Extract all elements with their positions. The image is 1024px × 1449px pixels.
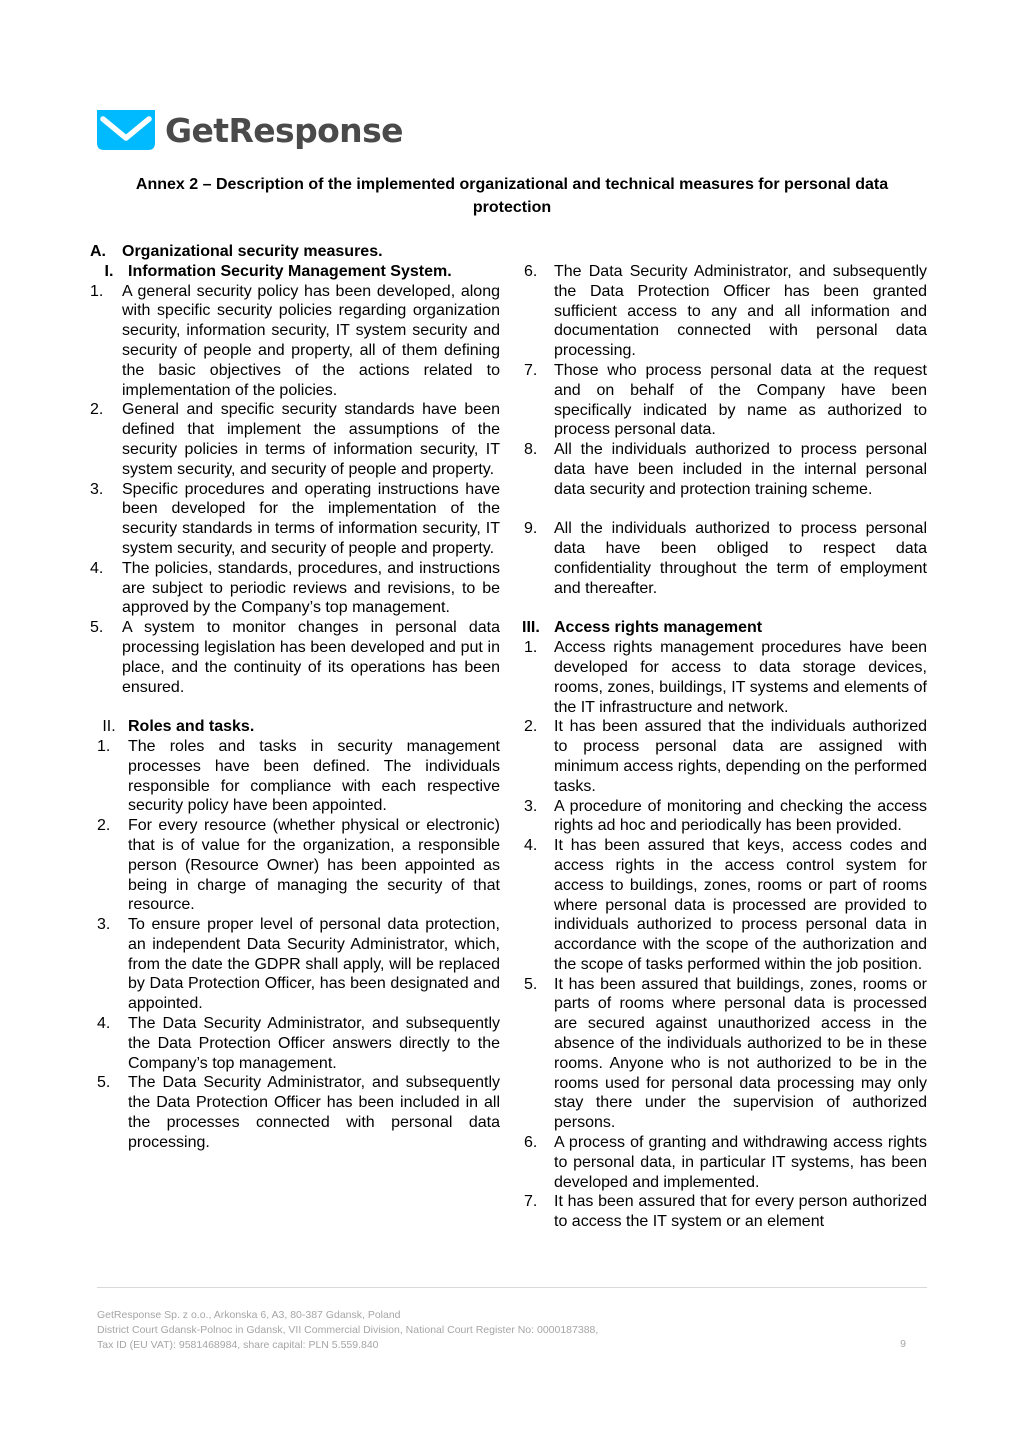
list-item <box>522 836 927 975</box>
section-ii-heading <box>90 717 500 737</box>
section-ii-title: Roles and tasks. <box>128 718 255 736</box>
item-text: A system to monitor changes in personal data processing legislation has been developed and put in place, and the continuity of its operations has been ensured. <box>122 619 500 696</box>
section-a-title: Organizational security measures. <box>122 243 383 260</box>
section-iii-heading <box>522 618 927 638</box>
item-number: 9. <box>524 520 538 538</box>
section-iii-marker: III. <box>522 619 540 637</box>
list-item <box>90 816 500 915</box>
page-number: 9 <box>900 1338 906 1350</box>
list-item <box>522 797 927 837</box>
item-number: 2. <box>524 718 538 736</box>
right-column <box>522 262 927 1232</box>
item-text: A procedure of monitoring and checking the access rights ad hoc and periodically has been provided. <box>554 797 927 835</box>
footer <box>97 1308 927 1353</box>
list-item <box>90 737 500 816</box>
item-number: 5. <box>90 619 104 637</box>
section-ii-marker: II. <box>102 718 116 736</box>
item-number: 3. <box>524 797 538 815</box>
list-item <box>90 915 500 1014</box>
page-title: Annex 2 – Description of the implemented organizational and technical measures for personal data protection <box>135 176 889 216</box>
item-number: 7. <box>524 361 538 379</box>
item-number: 1. <box>97 737 111 755</box>
item-text: A general security policy has been developed, along with specific security policies regarding organization security, information security, IT system security and security of people and property, all of them defining the basic objectives of the actions related to implementation of the policies. <box>122 282 500 399</box>
footer-court: District Court Gdansk-Polnoc in Gdansk, VII Commercial Division, National Court Register No: 0000187388, <box>97 1324 599 1336</box>
item-number: 3. <box>97 916 111 934</box>
item-text: Access rights management procedures have been developed for access to data storage devices, rooms, zones, buildings, IT systems and elements of the IT infrastructure and network. <box>554 639 927 716</box>
footer-address: GetResponse Sp. z o.o., Arkonska 6, A3, 80-387 Gdansk, Poland <box>97 1309 401 1321</box>
list-item <box>522 1133 927 1192</box>
item-number: 2. <box>97 817 111 835</box>
item-text: It has been assured that for every person authorized to access the IT system or an element <box>554 1193 927 1231</box>
item-text: The Data Security Administrator, and subsequently the Data Protection Officer has been included in all the processes connected with personal data processing. <box>128 1074 500 1151</box>
list-item <box>90 1073 500 1152</box>
section-a-marker: A. <box>90 243 106 260</box>
item-text: It has been assured that buildings, zones, rooms or parts of rooms where personal data is processed are secured against unauthorized access in the absence of the individuals authorized to be in these rooms. Anyone who is not authorized to be in the rooms used for personal data processing may only stay there under the supervision of authorized persons. <box>554 975 927 1132</box>
list-item <box>90 559 500 618</box>
list-item <box>522 975 927 1133</box>
item-text: The policies, standards, procedures, and instructions are subject to periodic reviews and revisions, to be approved by the Company’s top management. <box>122 559 500 617</box>
item-text: Those who process personal data at the request and on behalf of the Company have been specifically indicated by name as authorized to process personal data. <box>554 361 927 439</box>
section-i-list <box>90 282 500 698</box>
list-item <box>522 1192 927 1232</box>
item-number: 4. <box>97 1015 111 1033</box>
item-text: The Data Security Administrator, and subsequently the Data Protection Officer answers directly to the Company’s top management. <box>128 1015 500 1072</box>
logo-text: GetResponse <box>165 110 403 150</box>
list-item <box>90 400 500 479</box>
item-number: 7. <box>524 1193 538 1211</box>
left-column <box>90 242 500 1153</box>
item-text: A process of granting and withdrawing access rights to personal data, in particular IT systems, has been developed and implemented. <box>554 1134 927 1191</box>
item-number: 3. <box>90 480 104 498</box>
list-item <box>90 1014 500 1073</box>
item-text: It has been assured that the individuals authorized to process personal data are assigned with minimum access rights, depending on the performed tasks. <box>554 718 927 795</box>
section-i-title: Information Security Management System. <box>128 262 452 280</box>
item-text: The roles and tasks in security management processes have been defined. The individuals responsible for compliance with each respective security policy have been appointed. <box>128 737 500 815</box>
item-number: 6. <box>524 263 538 280</box>
item-text: To ensure proper level of personal data protection, an independent Data Security Administrator, which, from the date the GDPR shall apply, will be replaced by Data Protection Officer, has been designated and appointed. <box>128 916 500 1013</box>
list-item <box>522 262 927 361</box>
item-number: 4. <box>90 559 104 577</box>
list-item <box>90 618 500 697</box>
section-ii-list <box>90 737 500 1153</box>
section-a-heading <box>90 242 500 262</box>
item-text: General and specific security standards have been defined that implement the assumptions of the security policies in terms of information security, IT system security, and security of people and property. <box>122 401 500 478</box>
section-iii-title: Access rights management <box>554 619 763 637</box>
item-number: 8. <box>524 441 538 459</box>
list-item <box>522 519 927 598</box>
item-number: 4. <box>524 837 538 855</box>
item-number: 1. <box>90 282 104 300</box>
item-text: It has been assured that keys, access codes and access rights in the access control system for access to buildings, zones, rooms or part of rooms where personal data is processed are provided to individuals authorized to process personal data in accordance with the scope of the authorization and the scope of tasks performed within the job position. <box>554 837 927 973</box>
footer-divider <box>97 1287 927 1288</box>
getresponse-logo <box>97 108 403 152</box>
list-item <box>90 480 500 559</box>
item-text: Specific procedures and operating instructions have been developed for the implementation of the security standards in terms of information security, IT system security, and security of people and property. <box>122 480 500 557</box>
item-number: 1. <box>524 639 538 657</box>
list-item <box>90 282 500 401</box>
item-number: 2. <box>90 401 104 419</box>
item-text: The Data Security Administrator, and subsequently the Data Protection Officer has been granted sufficient access to any and all information and documentation connected with personal data processing. <box>554 263 927 360</box>
item-number: 5. <box>524 975 538 993</box>
item-number: 5. <box>97 1074 111 1092</box>
list-item <box>522 717 927 796</box>
item-number: 6. <box>524 1134 538 1152</box>
list-item <box>522 440 927 499</box>
item-text: All the individuals authorized to process personal data have been obliged to respect data confidentiality throughout the term of employment and thereafter. <box>554 520 927 597</box>
list-item <box>522 361 927 440</box>
footer-tax: Tax ID (EU VAT): 9581468984, share capital: PLN 5.559.840 <box>97 1339 379 1351</box>
section-i-heading <box>90 262 500 282</box>
envelope-icon <box>97 110 155 150</box>
list-item <box>522 638 927 717</box>
section-i-marker: I. <box>104 262 114 280</box>
item-text: All the individuals authorized to process personal data have been included in the internal personal data security and protection training scheme. <box>554 441 927 498</box>
item-text: For every resource (whether physical or electronic) that is of value for the organization, a responsible person (Resource Owner) has been appointed as being in charge of managing the security of that resource. <box>128 817 500 914</box>
